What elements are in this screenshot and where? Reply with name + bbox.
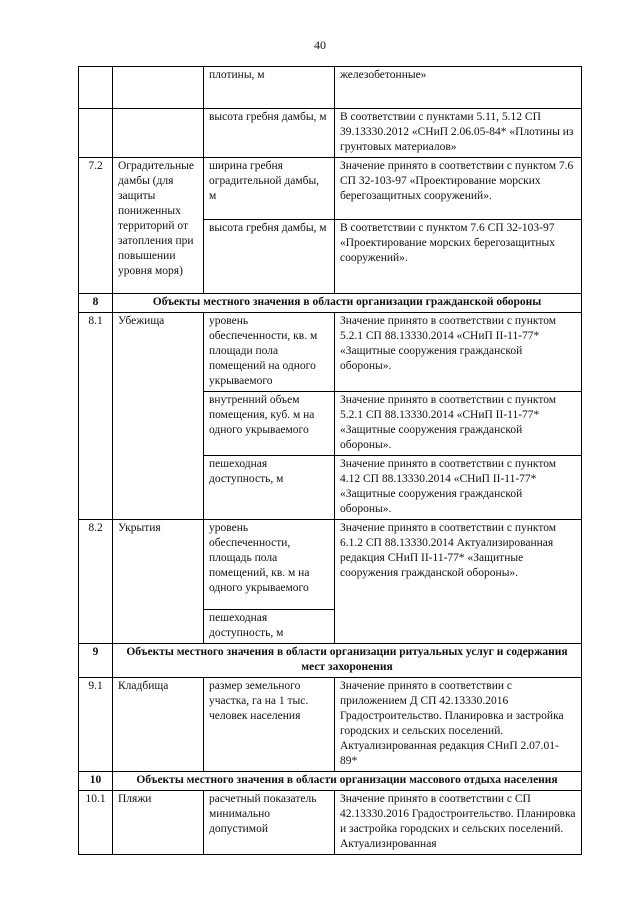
cell-num — [79, 67, 113, 109]
table-row — [79, 520, 582, 610]
cell-justification: Значение принято в соответствии с пунктом 7.6 СП 32-103-97 «Проектирование морских берегозащитных сооружений». — [335, 158, 582, 220]
cell-indicator: расчетный показатель минимально допустимой — [204, 791, 335, 855]
cell-justification: железобетонные» — [335, 67, 582, 109]
cell-justification: В соответствии с пунктами 5.11, 5.12 СП 39.13330.2012 «СНиП 2.06.05-84* «Плотины из грунтовых материалов» — [335, 109, 582, 158]
section-row — [79, 644, 582, 678]
cell-indicator: высота гребня дамбы, м — [204, 109, 335, 158]
cell-justification: Значение принято в соответствии с пунктом 6.1.2 СП 88.13330.2014 Актуализированная редакция СНиП II-11-77* «Защитные сооружения гражданской обороны». — [335, 520, 582, 644]
cell-indicator: размер земельного участка, га на 1 тыс. человек населения — [204, 678, 335, 772]
cell-justification: Значение принято в соответствии с пунктом 5.2.1 СП 88.13330.2014 «СНиП II-11-77* «Защитные сооружения гражданской обороны». — [335, 313, 582, 392]
cell-indicator: уровень обеспеченности, кв. м площади пола помещений на одного укрываемого — [204, 313, 335, 392]
table-row — [79, 313, 582, 392]
norms-table — [78, 66, 582, 855]
cell-indicator: внутренний объем помещения, куб. м на одного укрываемого — [204, 392, 335, 456]
table-row — [79, 791, 582, 855]
cell-num: 8.2 — [79, 520, 113, 644]
cell-justification: Значение принято в соответствии с пунктом 5.2.1 СП 88.13330.2014 «СНиП II-11-77* «Защитные сооружения гражданской обороны». — [335, 392, 582, 456]
cell-indicator: ширина гребня оградительной дамбы, м — [204, 158, 335, 220]
table-row — [79, 67, 582, 109]
cell-object: Пляжи — [113, 791, 204, 855]
cell-num: 9.1 — [79, 678, 113, 772]
cell-num: 7.2 — [79, 158, 113, 294]
section-row — [79, 294, 582, 313]
cell-object: Оградительные дамбы (для защиты пониженных территорий от затопления при повышении уровня моря) — [113, 158, 204, 294]
table-row — [79, 109, 582, 158]
cell-justification: Значение принято в соответствии с пунктом 4.12 СП 88.13330.2014 «СНиП II-11-77* «Защитные сооружения гражданской обороны». — [335, 456, 582, 520]
section-number: 10 — [79, 772, 113, 791]
cell-object: Убежища — [113, 313, 204, 520]
page-number: 40 — [314, 38, 326, 52]
cell-indicator: пешеходная доступность, м — [204, 610, 335, 644]
cell-num — [79, 109, 113, 158]
table-row — [79, 158, 582, 220]
cell-justification: Значение принято в соответствии с приложением Д СП 42.13330.2016 Градостроительство. Планировка и застройка городских и сельских поселений. Актуализированная редакция СНиП 2.07.01-89* — [335, 678, 582, 772]
cell-indicator: пешеходная доступность, м — [204, 456, 335, 520]
cell-num: 10.1 — [79, 791, 113, 855]
cell-object — [113, 109, 204, 158]
table-row — [79, 678, 582, 772]
section-title: Объекты местного значения в области организации гражданской обороны — [113, 294, 582, 313]
section-number: 9 — [79, 644, 113, 678]
cell-justification: Значение принято в соответствии с СП 42.13330.2016 Градостроительство. Планировка и застройка городских и сельских поселений. Актуализированная — [335, 791, 582, 855]
cell-object — [113, 67, 204, 109]
section-row — [79, 772, 582, 791]
cell-justification: В соответствии с пунктом 7.6 СП 32-103-97 «Проектирование морских берегозащитных сооружений». — [335, 220, 582, 294]
cell-indicator: плотины, м — [204, 67, 335, 109]
section-title: Объекты местного значения в области организации ритуальных услуг и содержания мест захоронения — [113, 644, 582, 678]
cell-object: Укрытия — [113, 520, 204, 644]
cell-num: 8.1 — [79, 313, 113, 520]
cell-indicator: уровень обеспеченности, площадь пола помещений, кв. м на одного укрываемого — [204, 520, 335, 610]
cell-indicator: высота гребня дамбы, м — [204, 220, 335, 294]
cell-object: Кладбища — [113, 678, 204, 772]
section-number: 8 — [79, 294, 113, 313]
section-title: Объекты местного значения в области организации массового отдыха населения — [113, 772, 582, 791]
